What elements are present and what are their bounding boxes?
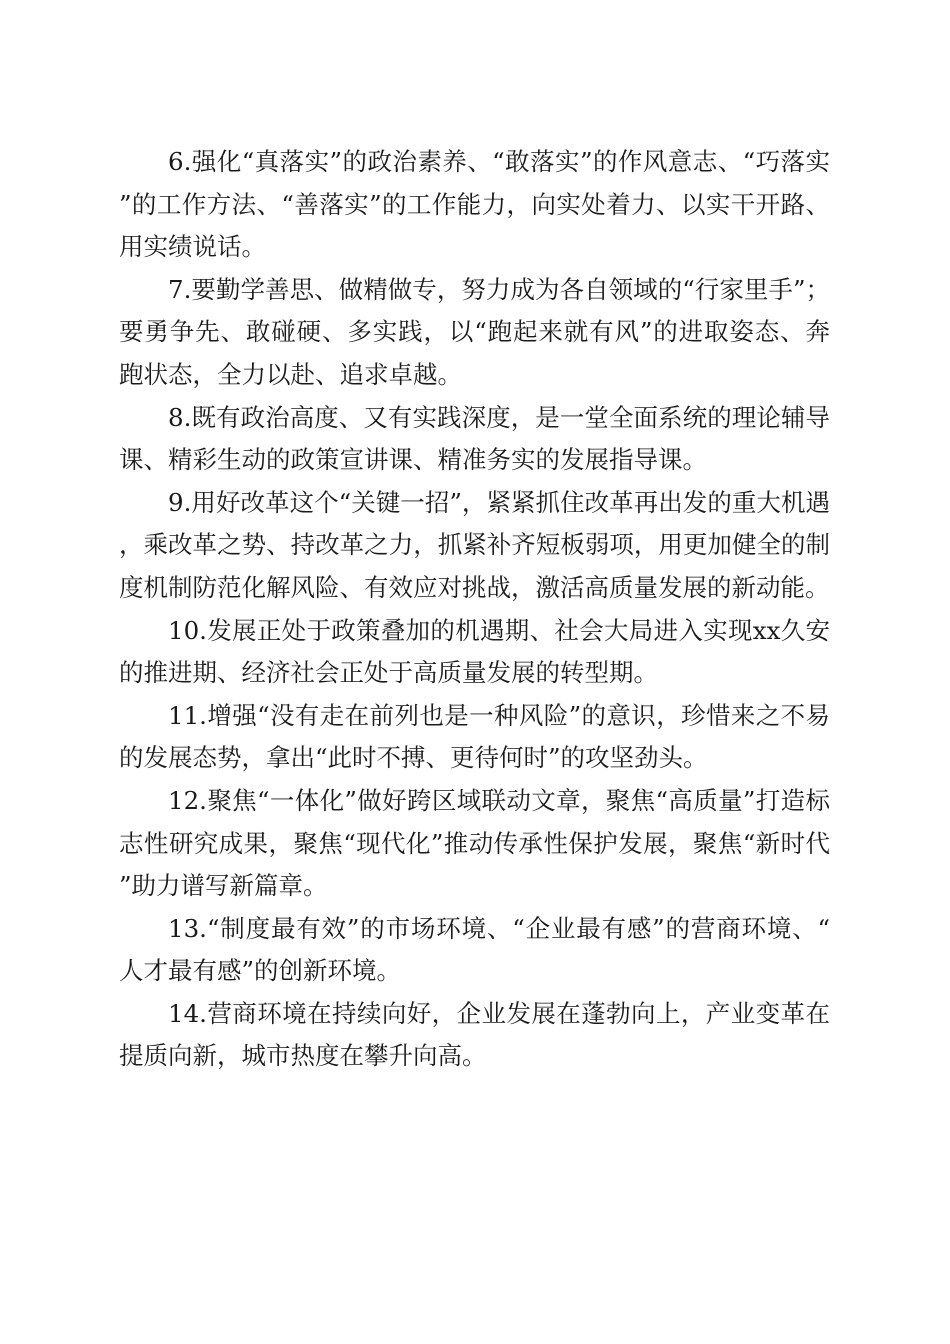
- paragraph-9: 9.用好改革这个“关键一招”，紧紧抓住改革再出发的重大机遇，乘改革之势、持改革之力，抓紧补齐短板弱项，用更加健全的制度机制防范化解风险、有效应对挑战，激活高质量发展的新动能。: [119, 487, 830, 602]
- paragraph-13: 13.“制度最有效”的市场环境、“企业最有感”的营商环境、“人才最有感”的创新环境。: [119, 913, 830, 986]
- document-page: [119, 141, 830, 1078]
- paragraph-7: 7.要勤学善思、做精做专，努力成为各自领域的“行家里手”；要勇争先、敢碰硬、多实践，以“跑起来就有风”的进取姿态、奔跑状态，全力以赴、追求卓越。: [119, 274, 830, 389]
- paragraph-8: 8.既有政治高度、又有实践深度，是一堂全面系统的理论辅导课、精彩生动的政策宣讲课、精准务实的发展指导课。: [119, 402, 830, 475]
- paragraph-12: 12.聚焦“一体化”做好跨区域联动文章，聚焦“高质量”打造标志性研究成果，聚焦“现代化”推动传承性保护发展，聚焦“新时代”助力谱写新篇章。: [119, 785, 830, 901]
- paragraph-14: 14.营商环境在持续向好，企业发展在蓬勃向上，产业变革在提质向新，城市热度在攀升向高。: [119, 998, 830, 1071]
- paragraph-11: 11.增强“没有走在前列也是一种风险”的意识，珍惜来之不易的发展态势，拿出“此时不搏、更待何时”的攻坚劲头。: [119, 700, 830, 773]
- paragraph-6: 6.强化“真落实”的政治素养、“敢落实”的作风意志、“巧落实”的工作方法、“善落实”的工作能力，向实处着力、以实干开路、用实绩说话。: [119, 147, 830, 262]
- paragraph-10: 10.发展正处于政策叠加的机遇期、社会大局进入实现xx久安的推进期、经济社会正处于高质量发展的转型期。: [119, 615, 830, 688]
